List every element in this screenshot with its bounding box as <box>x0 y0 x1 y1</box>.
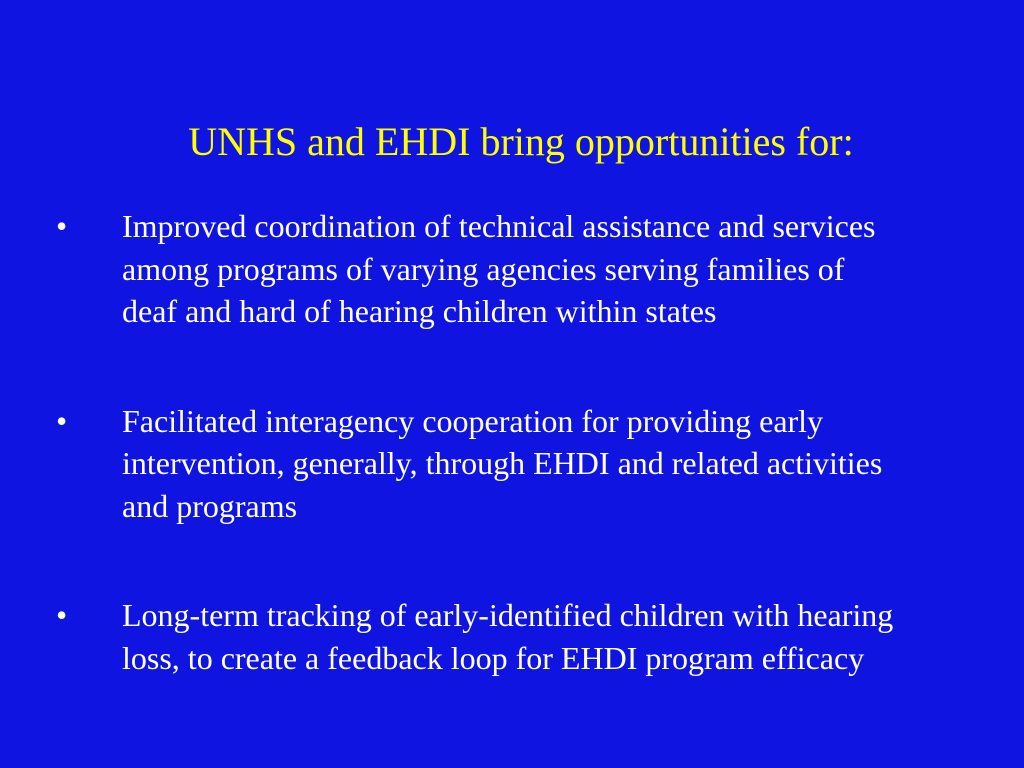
bullet-item <box>0 594 902 679</box>
bullet-text: Improved coordination of technical assistance and services among programs of varying agencies serving families of deaf and hard of hearing children within states <box>122 208 876 329</box>
bullet-text: Facilitated interagency cooperation for providing early intervention, generally, through EHDI and related activities and programs <box>122 402 883 524</box>
bullet-item <box>0 400 902 528</box>
bullet-icon: • <box>56 402 68 439</box>
bullet-icon: • <box>56 208 68 244</box>
slide-title: UNHS and EHDI bring opportunities for: <box>188 119 854 164</box>
bullet-text: Long-term tracking of early-identified children with hearing loss, to create a feedback loop for EHDI program efficacy <box>122 597 894 676</box>
bullet-list <box>0 205 1024 679</box>
bullet-item <box>0 205 902 333</box>
bullet-icon: • <box>56 597 68 633</box>
